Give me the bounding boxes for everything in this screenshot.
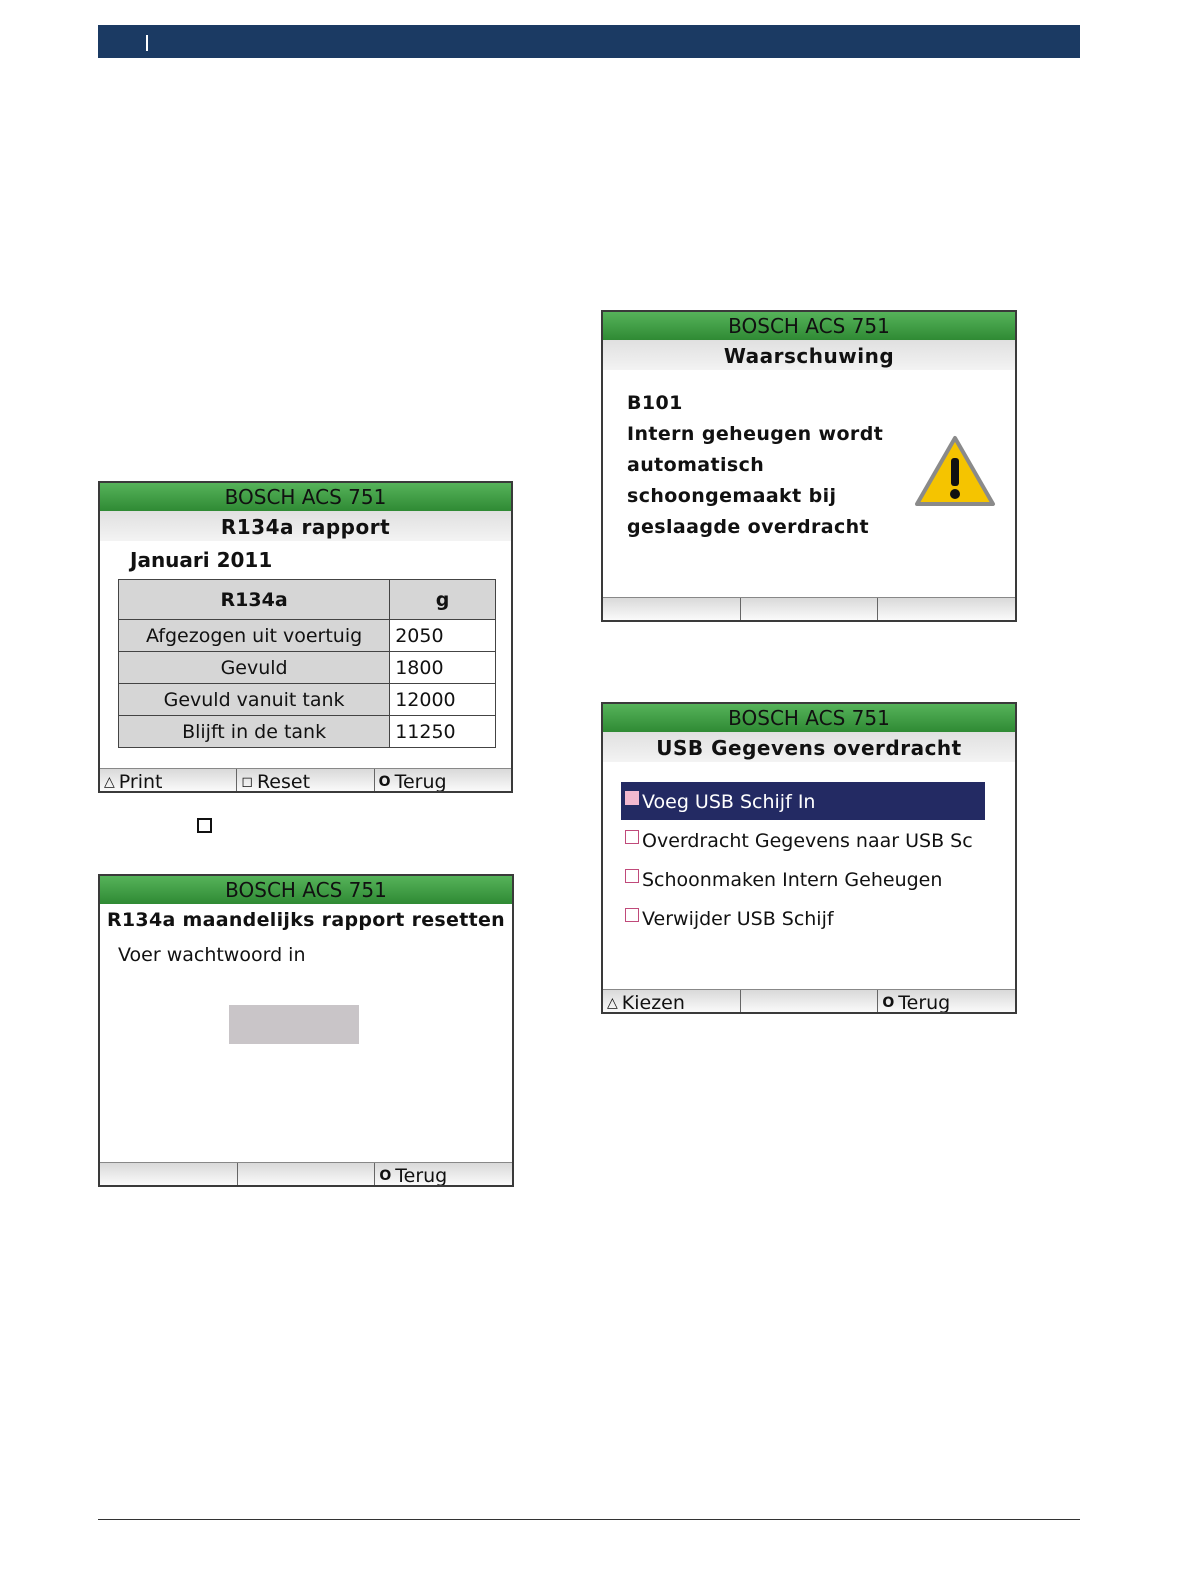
back-label: Terug	[395, 1165, 448, 1185]
menu-item-insert-usb[interactable]	[621, 782, 985, 820]
menu-item-label: Voeg USB Schijf In	[642, 791, 816, 813]
screen-warning	[601, 310, 1017, 622]
header-tick	[146, 35, 148, 51]
screen-title: BOSCH ACS 751	[603, 704, 1015, 732]
table-header-row	[119, 580, 496, 620]
row-value: 2050	[390, 620, 496, 652]
screen-title: BOSCH ACS 751	[100, 876, 512, 904]
row-value: 1800	[390, 652, 496, 684]
report-period: Januari 2011	[130, 548, 273, 572]
reset-button[interactable]	[237, 769, 374, 791]
back-label: Terug	[394, 771, 447, 791]
screen-subtitle: R134a rapport	[100, 511, 511, 541]
circle-icon: O	[379, 1168, 392, 1184]
menu-item-remove-usb[interactable]	[621, 899, 985, 937]
menu-item-transfer-data[interactable]	[621, 821, 985, 859]
table-header-cell: R134a	[119, 580, 390, 620]
softkey-empty	[603, 598, 741, 620]
softkey-empty	[238, 1163, 376, 1185]
warning-icon	[913, 434, 997, 510]
table-row	[119, 652, 496, 684]
softkey-empty	[741, 990, 879, 1012]
row-value: 11250	[390, 716, 496, 748]
footer-rule	[98, 1519, 1080, 1520]
warning-line: Intern geheugen wordt	[627, 423, 884, 445]
screen-title: BOSCH ACS 751	[603, 312, 1015, 340]
screen-report	[98, 481, 513, 793]
softkey-bar	[603, 597, 1015, 620]
softkey-bar	[100, 768, 511, 791]
select-button[interactable]	[603, 990, 741, 1012]
table-row	[119, 716, 496, 748]
back-label: Terug	[898, 992, 951, 1012]
softkey-empty	[100, 1163, 238, 1185]
softkey-bar	[603, 989, 1015, 1012]
menu-item-label: Schoonmaken Intern Geheugen	[642, 869, 943, 891]
softkey-empty	[741, 598, 879, 620]
table-row	[119, 620, 496, 652]
checkbox-icon	[625, 830, 639, 844]
row-label: Afgezogen uit voertuig	[119, 620, 390, 652]
checkbox-icon	[625, 869, 639, 883]
circle-icon: O	[378, 774, 391, 790]
header-bar	[98, 25, 1080, 58]
screen-subtitle: USB Gegevens overdracht	[603, 732, 1015, 762]
warning-line: geslaagde overdracht	[627, 516, 870, 538]
table-row	[119, 684, 496, 716]
softkey-bar	[100, 1162, 512, 1185]
screen-usb	[601, 702, 1017, 1014]
warning-line: schoongemaakt bij	[627, 485, 837, 507]
print-button[interactable]	[100, 769, 237, 791]
menu-item-label: Overdracht Gegevens naar USB Sc	[642, 830, 973, 852]
reset-label: Reset	[256, 771, 311, 791]
menu-item-label: Verwijder USB Schijf	[642, 908, 834, 930]
warning-line: automatisch	[627, 454, 765, 476]
warning-text	[627, 388, 883, 543]
print-label: Print	[118, 771, 163, 791]
checkbox-icon	[625, 791, 639, 805]
table-header-cell: g	[390, 580, 496, 620]
menu-item-clean-memory[interactable]	[621, 860, 985, 898]
password-input[interactable]	[229, 1005, 359, 1044]
back-button[interactable]	[878, 990, 1015, 1012]
screen-title: BOSCH ACS 751	[100, 483, 511, 511]
screen-subtitle: R134a maandelijks rapport resetten	[100, 904, 512, 934]
checkbox-icon	[625, 908, 639, 922]
row-label: Gevuld vanuit tank	[119, 684, 390, 716]
square-icon: ◻	[241, 774, 253, 790]
warning-code: B101	[627, 392, 683, 414]
back-button[interactable]	[375, 1163, 512, 1185]
screen-subtitle: Waarschuwing	[603, 340, 1015, 370]
circle-icon: O	[882, 995, 895, 1011]
triangle-icon: △	[104, 774, 115, 790]
triangle-icon: △	[607, 995, 618, 1011]
password-prompt: Voer wachtwoord in	[118, 944, 306, 966]
row-value: 12000	[390, 684, 496, 716]
report-table	[118, 579, 496, 748]
row-label: Gevuld	[119, 652, 390, 684]
back-button[interactable]	[375, 769, 511, 791]
select-label: Kiezen	[621, 992, 685, 1012]
square-key-icon	[197, 818, 212, 833]
row-label: Blijft in de tank	[119, 716, 390, 748]
softkey-empty	[878, 598, 1015, 620]
screen-reset	[98, 874, 514, 1187]
